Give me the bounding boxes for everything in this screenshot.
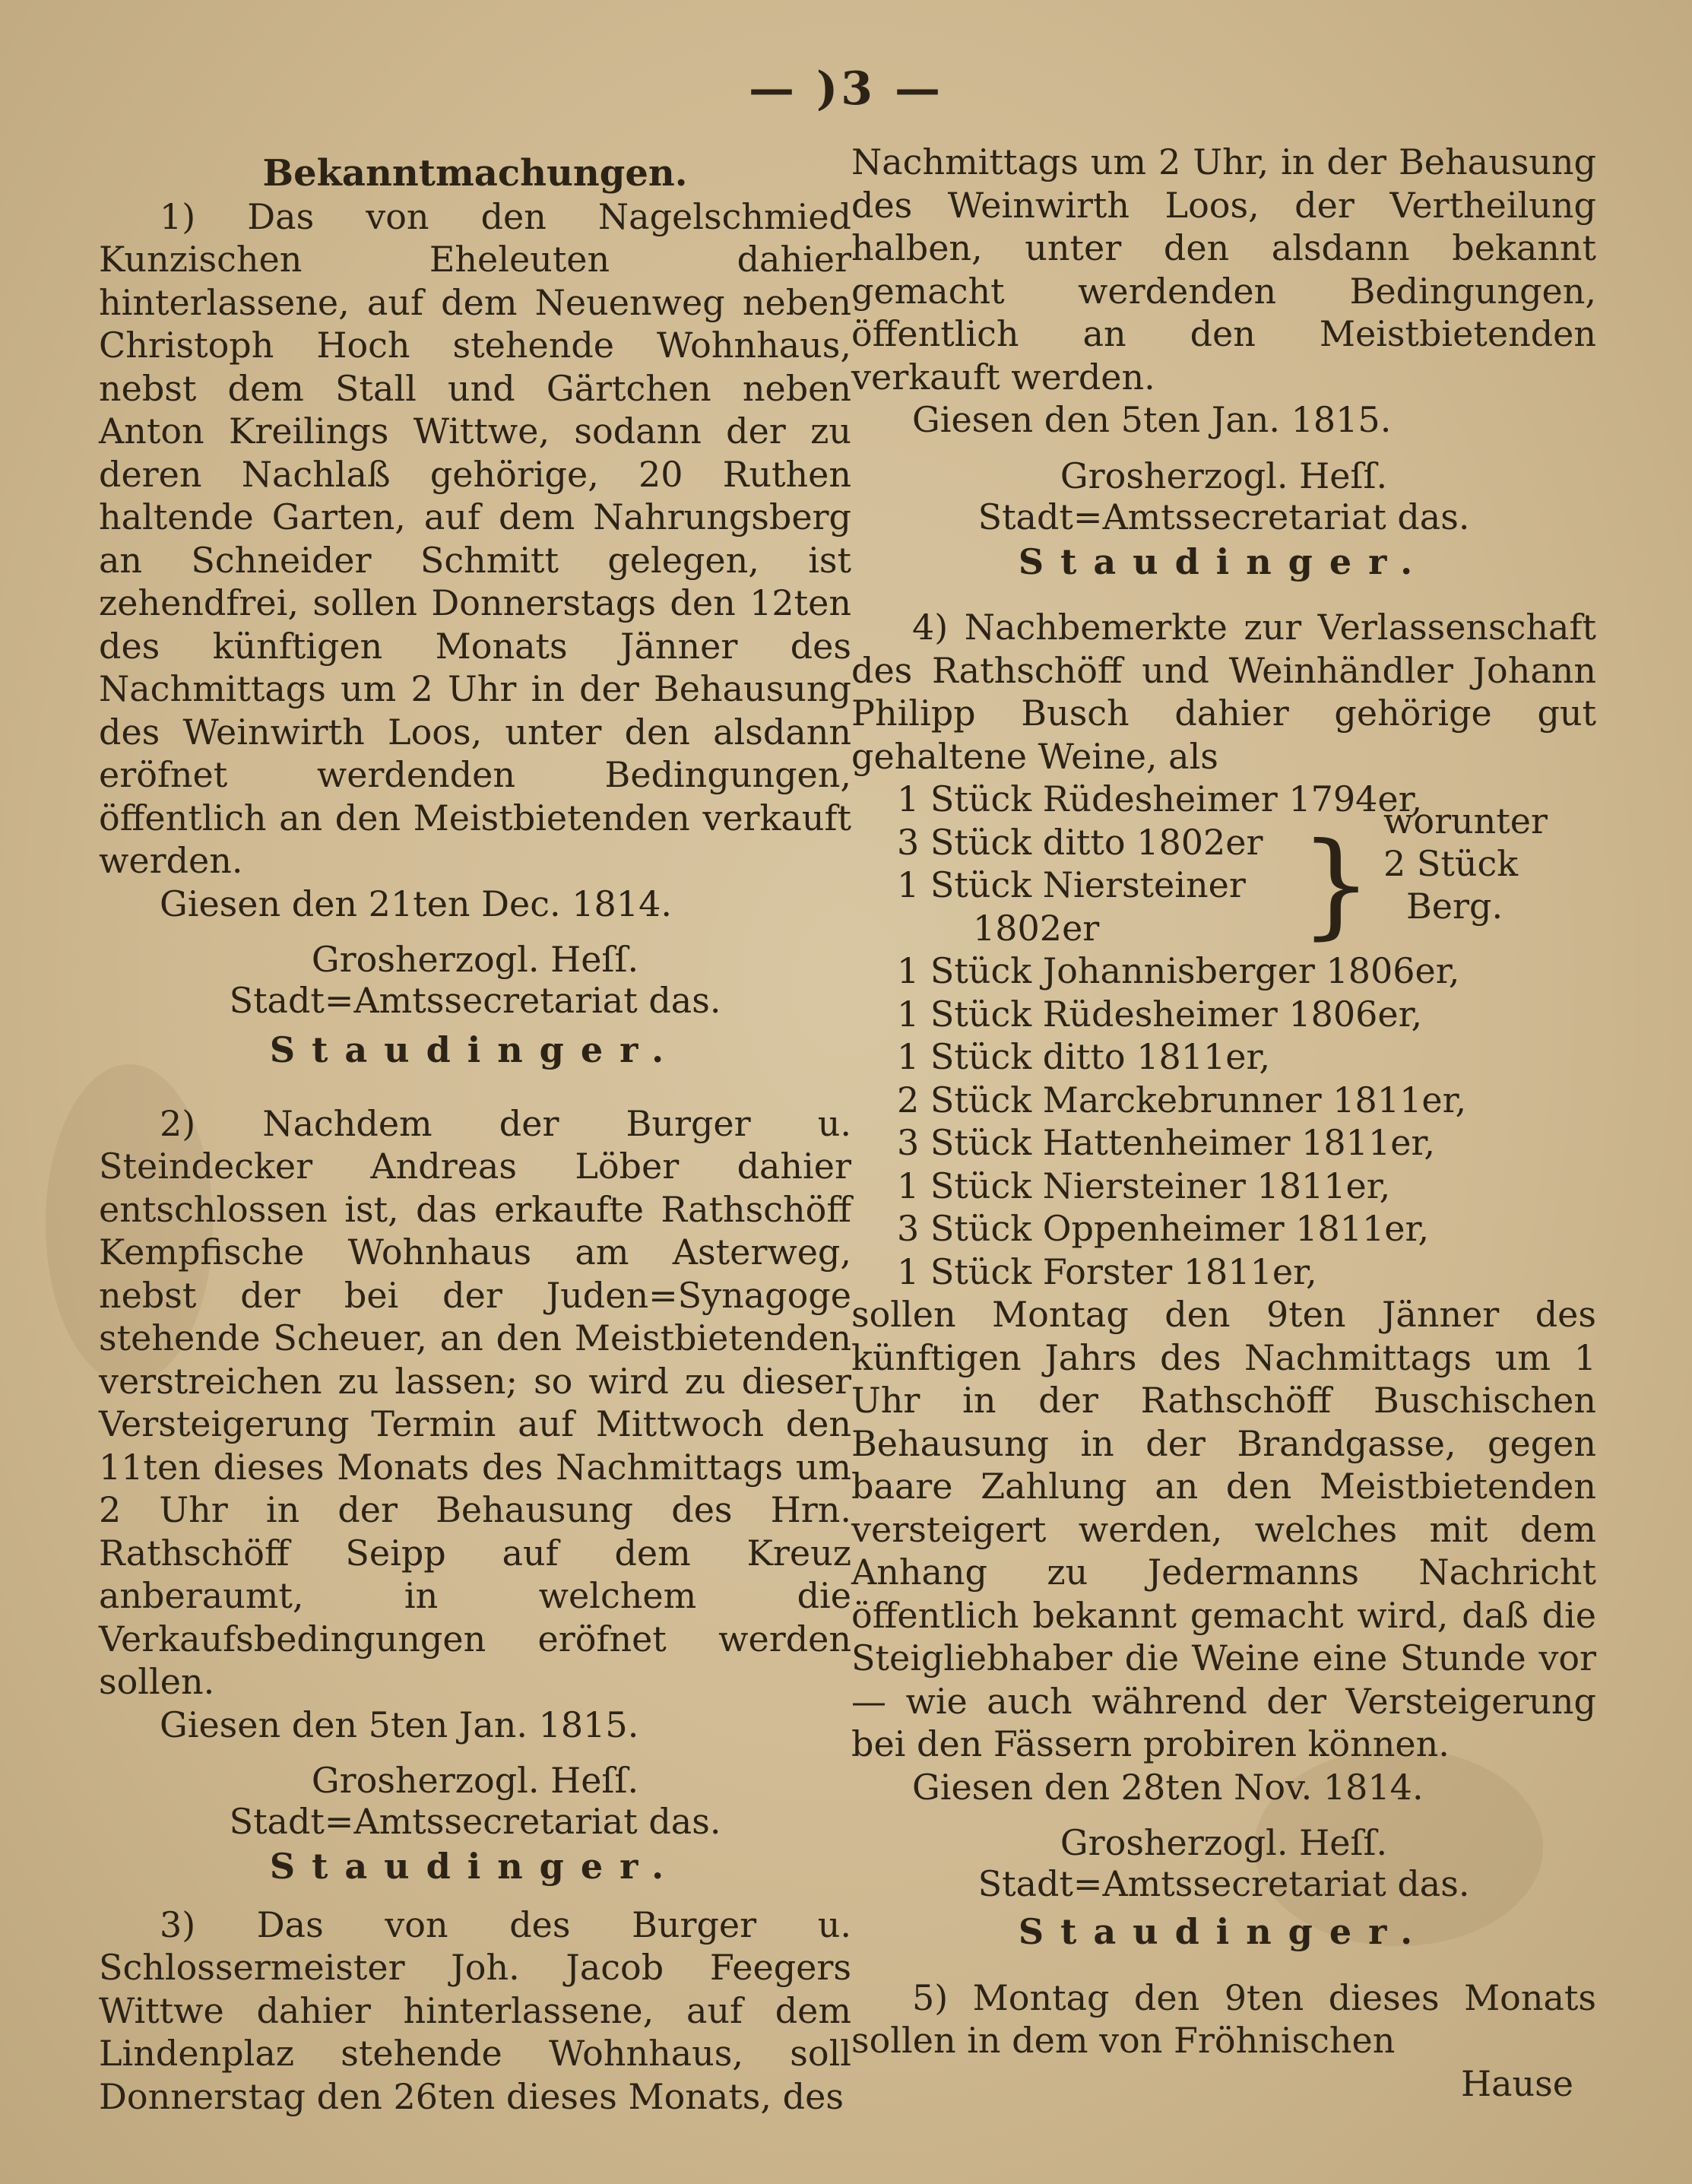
wine-item: 1 Stück ditto 1811er,	[897, 1036, 1271, 1077]
notice-3-office: Grosherzogl. Heſſ. Stadt=Amtssecretariat das.	[977, 455, 1470, 537]
wine-item: 1802er	[973, 907, 1100, 949]
notice-2-signature: Staudinger.	[269, 1846, 681, 1887]
brace-note-line: worunter	[1383, 800, 1548, 842]
brace-note-line: 2 Stück	[1383, 842, 1519, 884]
wine-list	[851, 778, 1596, 1293]
wine-item: 3 Stück ditto 1802er	[897, 821, 1263, 863]
catchword: Hause	[1461, 2062, 1573, 2104]
wine-item: 1 Stück Forster 1811er,	[897, 1250, 1317, 1292]
wine-item: 1 Stück Rüdesheimer 1806er,	[897, 993, 1423, 1035]
notice-2-office: Grosherzogl. Heſſ. Stadt=Amtssecretariat das.	[229, 1760, 721, 1842]
curly-brace-icon: }	[1300, 818, 1373, 951]
wine-brace-group	[897, 800, 1596, 951]
brace-note	[1383, 800, 1611, 927]
wine-item: 2 Stück Marckebrunner 1811er,	[897, 1079, 1467, 1121]
wine-item: 3 Stück Hattenheimer 1811er,	[897, 1122, 1435, 1163]
wine-item: 1 Stück Niersteiner	[897, 864, 1246, 905]
notice-1-signature: Staudinger.	[269, 1029, 681, 1070]
notice-1-text: 1) Das von den Nagelschmied Kunzischen Eheleuten dahier hinterlassene, auf dem Neuenweg neben Christoph Hoch stehende Wohnhaus, nebst dem Stall und Gärtchen neben Anton Kreilings Wittwe, sodann der zu deren Nachlaß gehörige, 20 Ruthen haltende Garten, auf dem Nahrungsberg an Schneider Schmitt gelegen, ist zehendfrei, sollen Donnerstags den 12ten des künftigen Monats Jänner des Nachmittags um 2 Uhr in der Behausung des Weinwirth Loos, unter den alsdann eröfnet werdenden Bedingungen, öffentlich an den Meistbietenden verkauft werden.	[99, 195, 851, 881]
notice-3-continued-text: Nachmittags um 2 Uhr, in der Behausung des Weinwirth Loos, der Vertheilung halben, unter den alsdann bekannt gemacht werdenden Bedingungen, öffentlich an den Meistbietenden verkauft werden.	[851, 141, 1596, 398]
notice-3-date: Giesen den 5ten Jan. 1815.	[912, 399, 1392, 440]
notice-3-signature: Staudinger.	[1018, 540, 1430, 582]
page-header: — )3 —	[749, 62, 943, 116]
notice-4-signature: Staudinger.	[1018, 1911, 1430, 1952]
notice-4-date: Giesen den 28ten Nov. 1814.	[912, 1766, 1424, 1808]
notice-2-date: Giesen den 5ten Jan. 1815.	[160, 1704, 639, 1745]
notice-5-text: 5) Montag den 9ten dieses Monats sollen in dem von Fröhnischen	[851, 1976, 1596, 2061]
wine-item: 1 Stück Johannisberger 1806er,	[897, 950, 1460, 991]
wine-item: 3 Stück Oppenheimer 1811er,	[897, 1208, 1430, 1249]
left-column	[99, 152, 851, 2118]
notice-4-text: sollen Montag den 9ten Jänner des künftigen Jahrs des Nachmittags um 1 Uhr in der Rathschöff Buschischen Behausung in der Brandgasse, gegen baare Zahlung an den Meistbietenden versteigert werden, welches mit dem Anhang zu Jedermanns Nachricht öffentlich bekannt gemacht wird, daß die Steigliebhaber die Weine eine Stunde vor — wie auch während der Versteigerung bei den Fässern probiren können.	[851, 1294, 1596, 1764]
notice-1-office: Grosherzogl. Heſſ. Stadt=Amtssecretariat das.	[229, 939, 721, 1021]
wine-item: 1 Stück Rüdesheimer 1794er,	[897, 778, 1423, 819]
notice-4-office: Grosherzogl. Heſſ. Stadt=Amtssecretariat das.	[977, 1822, 1470, 1904]
right-column	[851, 141, 1596, 2105]
brace-note-line: Berg.	[1406, 885, 1503, 927]
notice-3-text: 3) Das von des Burger u. Schlossermeister Joh. Jacob Feegers Wittwe dahier hinterlassene, auf dem Lindenplaz stehende Wohnhaus, soll Donnerstag den 26ten dieses Monats, des	[99, 1903, 851, 2117]
notice-1-date: Giesen den 21ten Dec. 1814.	[160, 883, 672, 924]
notice-4-intro: 4) Nachbemerkte zur Verlassenschaft des Rathschöff und Weinhändler Johann Philipp Busch dahier gehörige gut gehaltene Weine, als	[851, 607, 1596, 777]
notice-2-text: 2) Nachdem der Burger u. Steindecker Andreas Löber dahier entschlossen ist, das erkaufte Rathschöff Kempfische Wohnhaus am Asterweg, nebst der bei der Juden=Synagoge stehende Scheuer, an den Meistbietenden verstreichen zu lassen; so wird zu dieser Versteigerung Termin auf Mittwoch den 11ten dieses Monats des Nachmittags um 2 Uhr in der Behausung des Hrn. Rathschöff Seipp auf dem Kreuz anberaumt, in welchem die Verkaufsbedingungen eröfnet werden sollen.	[99, 1102, 851, 1702]
wine-item: 1 Stück Niersteiner 1811er,	[897, 1165, 1391, 1206]
section-heading: Bekanntmachungen.	[262, 152, 688, 195]
